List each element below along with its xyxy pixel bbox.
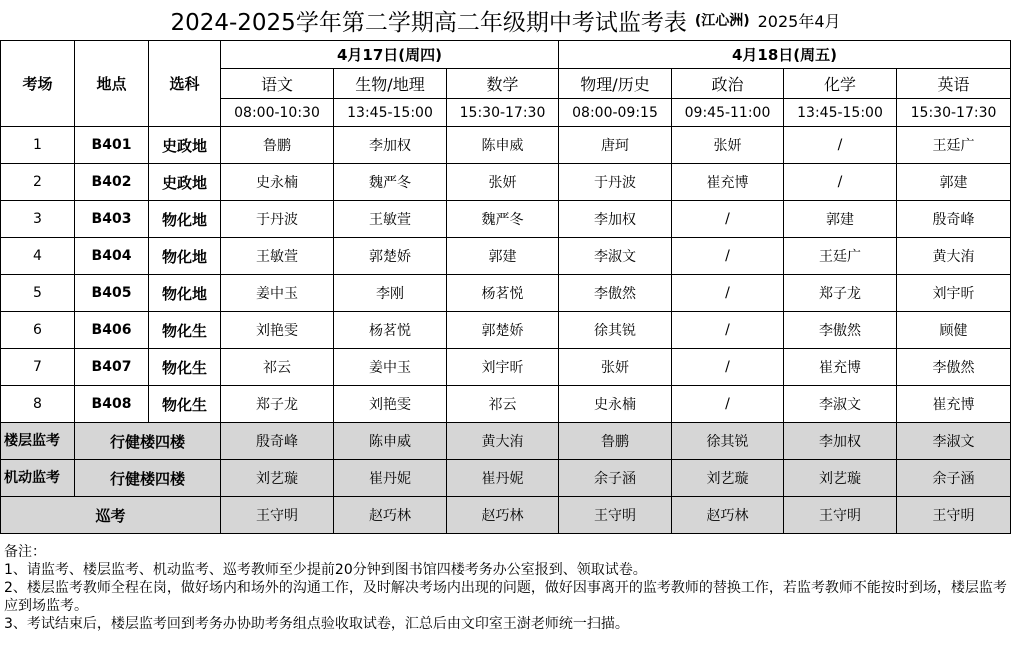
proctor-name: 余子涵 — [897, 460, 1011, 497]
subject-option: 物化生 — [149, 312, 221, 349]
special-rows — [1, 423, 1011, 534]
proctor-name: 于丹波 — [559, 164, 672, 201]
patrol-label: 巡考 — [1, 497, 221, 534]
note-item: 3、考试结束后，楼层监考回到考务办协助考务组点验收取试卷，汇总后由文印室王澍老师统一扫描。 — [4, 616, 629, 632]
proctor-name: 殷奇峰 — [221, 423, 334, 460]
proctor-name: 姜中玉 — [221, 275, 334, 312]
room-location: B404 — [75, 238, 149, 275]
proctor-name: 王廷广 — [784, 238, 897, 275]
proctor-name: 王敏萱 — [334, 201, 447, 238]
proctor-name: 王守明 — [559, 497, 672, 534]
header-day1: 4月17日(周四) — [221, 41, 559, 69]
time-cell: 13:45-15:00 — [784, 99, 897, 127]
proctor-table — [0, 40, 1011, 534]
proctor-name: 史永楠 — [221, 164, 334, 201]
proctor-name: / — [672, 312, 784, 349]
room-location: B403 — [75, 201, 149, 238]
proctor-name: 李加权 — [334, 127, 447, 164]
subject-option: 物化地 — [149, 201, 221, 238]
proctor-name: 顾健 — [897, 312, 1011, 349]
header-day2: 4月18日(周五) — [559, 41, 1011, 69]
room-number: 6 — [1, 312, 75, 349]
time-cell: 08:00-09:15 — [559, 99, 672, 127]
proctor-name: 崔丹妮 — [447, 460, 559, 497]
room-row — [1, 164, 1011, 201]
proctor-name: 李傲然 — [784, 312, 897, 349]
subject-option: 物化生 — [149, 349, 221, 386]
proctor-name: 张妍 — [447, 164, 559, 201]
proctor-name: 赵巧林 — [447, 497, 559, 534]
header-location: 地点 — [75, 41, 149, 127]
proctor-name: 刘艺璇 — [672, 460, 784, 497]
proctor-name: 祁云 — [221, 349, 334, 386]
proctor-name: 鲁鹏 — [221, 127, 334, 164]
room-number: 7 — [1, 349, 75, 386]
room-row — [1, 349, 1011, 386]
proctor-name: 郑子龙 — [784, 275, 897, 312]
proctor-name: 刘艳雯 — [334, 386, 447, 423]
patrol-row — [1, 497, 1011, 534]
proctor-name: 杨茗悦 — [447, 275, 559, 312]
proctor-name: 郭建 — [897, 164, 1011, 201]
mobile-place: 行健楼四楼 — [75, 460, 221, 497]
proctor-name: 李加权 — [559, 201, 672, 238]
room-location: B408 — [75, 386, 149, 423]
header-option: 选科 — [149, 41, 221, 127]
proctor-name: / — [784, 164, 897, 201]
time-cell: 09:45-11:00 — [672, 99, 784, 127]
proctor-name: 王敏萱 — [221, 238, 334, 275]
proctor-name: 刘艳雯 — [221, 312, 334, 349]
proctor-name: 王廷广 — [897, 127, 1011, 164]
proctor-name: 祁云 — [447, 386, 559, 423]
proctor-name: 郭建 — [784, 201, 897, 238]
proctor-name: 李淑文 — [897, 423, 1011, 460]
proctor-name: 李傲然 — [897, 349, 1011, 386]
proctor-name: 张妍 — [559, 349, 672, 386]
room-location: B405 — [75, 275, 149, 312]
proctor-name: 崔充博 — [897, 386, 1011, 423]
proctor-name: 杨茗悦 — [334, 312, 447, 349]
room-number: 2 — [1, 164, 75, 201]
subject-cell: 数学 — [447, 69, 559, 99]
room-location: B407 — [75, 349, 149, 386]
proctor-name: 刘艺璇 — [784, 460, 897, 497]
subject-option: 史政地 — [149, 127, 221, 164]
room-row — [1, 127, 1011, 164]
proctor-name: 鲁鹏 — [559, 423, 672, 460]
proctor-name: 张妍 — [672, 127, 784, 164]
proctor-name: 陈申威 — [334, 423, 447, 460]
subject-cell: 物理/历史 — [559, 69, 672, 99]
proctor-name: / — [672, 349, 784, 386]
room-location: B406 — [75, 312, 149, 349]
proctor-name: 郑子龙 — [221, 386, 334, 423]
proctor-name: 于丹波 — [221, 201, 334, 238]
proctor-name: / — [672, 238, 784, 275]
proctor-name: 郭楚娇 — [447, 312, 559, 349]
proctor-name: 徐其锐 — [672, 423, 784, 460]
time-cell: 08:00-10:30 — [221, 99, 334, 127]
proctor-name: 刘宇昕 — [897, 275, 1011, 312]
proctor-name: 李傲然 — [559, 275, 672, 312]
proctor-name: 余子涵 — [559, 460, 672, 497]
proctor-name: 刘艺璇 — [221, 460, 334, 497]
proctor-name: 王守明 — [897, 497, 1011, 534]
room-row — [1, 238, 1011, 275]
subject-cell: 化学 — [784, 69, 897, 99]
proctor-name: 李淑文 — [784, 386, 897, 423]
proctor-name: 李加权 — [784, 423, 897, 460]
mobile-row — [1, 460, 1011, 497]
proctor-name: 陈申威 — [447, 127, 559, 164]
proctor-name: 殷奇峰 — [897, 201, 1011, 238]
proctor-name: 黄大洧 — [447, 423, 559, 460]
subject-option: 物化地 — [149, 275, 221, 312]
room-location: B401 — [75, 127, 149, 164]
subject-option: 物化生 — [149, 386, 221, 423]
proctor-name: / — [784, 127, 897, 164]
notes — [4, 543, 1009, 633]
mobile-label: 机动监考 — [1, 460, 75, 497]
room-number: 3 — [1, 201, 75, 238]
proctor-name: / — [672, 275, 784, 312]
subject-cell: 英语 — [897, 69, 1011, 99]
proctor-name: 史永楠 — [559, 386, 672, 423]
proctor-name: / — [672, 201, 784, 238]
proctor-name: 郭楚娇 — [334, 238, 447, 275]
proctor-name: 崔充博 — [672, 164, 784, 201]
proctor-name: 李淑文 — [559, 238, 672, 275]
subject-cell: 语文 — [221, 69, 334, 99]
room-row — [1, 201, 1011, 238]
title-date: 2025年4月 — [757, 11, 841, 31]
floor-label: 楼层监考 — [1, 423, 75, 460]
proctor-name: 赵巧林 — [334, 497, 447, 534]
proctor-name: 徐其锐 — [559, 312, 672, 349]
proctor-name: 姜中玉 — [334, 349, 447, 386]
floor-place: 行健楼四楼 — [75, 423, 221, 460]
room-number: 5 — [1, 275, 75, 312]
time-cell: 15:30-17:30 — [897, 99, 1011, 127]
subject-option: 物化地 — [149, 238, 221, 275]
proctor-name: 王守明 — [221, 497, 334, 534]
proctor-name: / — [672, 386, 784, 423]
title-main: 2024-2025学年第二学期高二年级期中考试监考表 — [170, 9, 687, 36]
proctor-name: 王守明 — [784, 497, 897, 534]
proctor-name: 李刚 — [334, 275, 447, 312]
room-row — [1, 312, 1011, 349]
room-rows — [1, 127, 1011, 423]
proctor-name: 魏严冬 — [447, 201, 559, 238]
floor-row — [1, 423, 1011, 460]
page-title — [0, 0, 1011, 40]
note-item: 1、请监考、楼层监考、机动监考、巡考教师至少提前20分钟到图书馆四楼考务办公室报到、领取试卷。 — [4, 562, 647, 578]
proctor-name: 唐珂 — [559, 127, 672, 164]
proctor-name: 刘宇昕 — [447, 349, 559, 386]
room-number: 4 — [1, 238, 75, 275]
subject-option: 史政地 — [149, 164, 221, 201]
proctor-name: 崔丹妮 — [334, 460, 447, 497]
time-cell: 13:45-15:00 — [334, 99, 447, 127]
room-number: 1 — [1, 127, 75, 164]
title-campus: (江心洲) — [694, 13, 750, 29]
subject-cell: 政治 — [672, 69, 784, 99]
room-location: B402 — [75, 164, 149, 201]
note-item: 2、楼层监考教师全程在岗，做好场内和场外的沟通工作，及时解决考场内出现的问题，做好因事离开的监考教师的替换工作，若监考教师不能按时到场，楼层监考应到场监考。 — [4, 580, 1007, 614]
room-row — [1, 386, 1011, 423]
proctor-name: 赵巧林 — [672, 497, 784, 534]
header-room: 考场 — [1, 41, 75, 127]
notes-heading: 备注： — [4, 544, 46, 560]
time-cell: 15:30-17:30 — [447, 99, 559, 127]
proctor-name: 崔充博 — [784, 349, 897, 386]
proctor-name: 郭建 — [447, 238, 559, 275]
proctor-name: 黄大洧 — [897, 238, 1011, 275]
subject-cell: 生物/地理 — [334, 69, 447, 99]
room-row — [1, 275, 1011, 312]
proctor-name: 魏严冬 — [334, 164, 447, 201]
room-number: 8 — [1, 386, 75, 423]
